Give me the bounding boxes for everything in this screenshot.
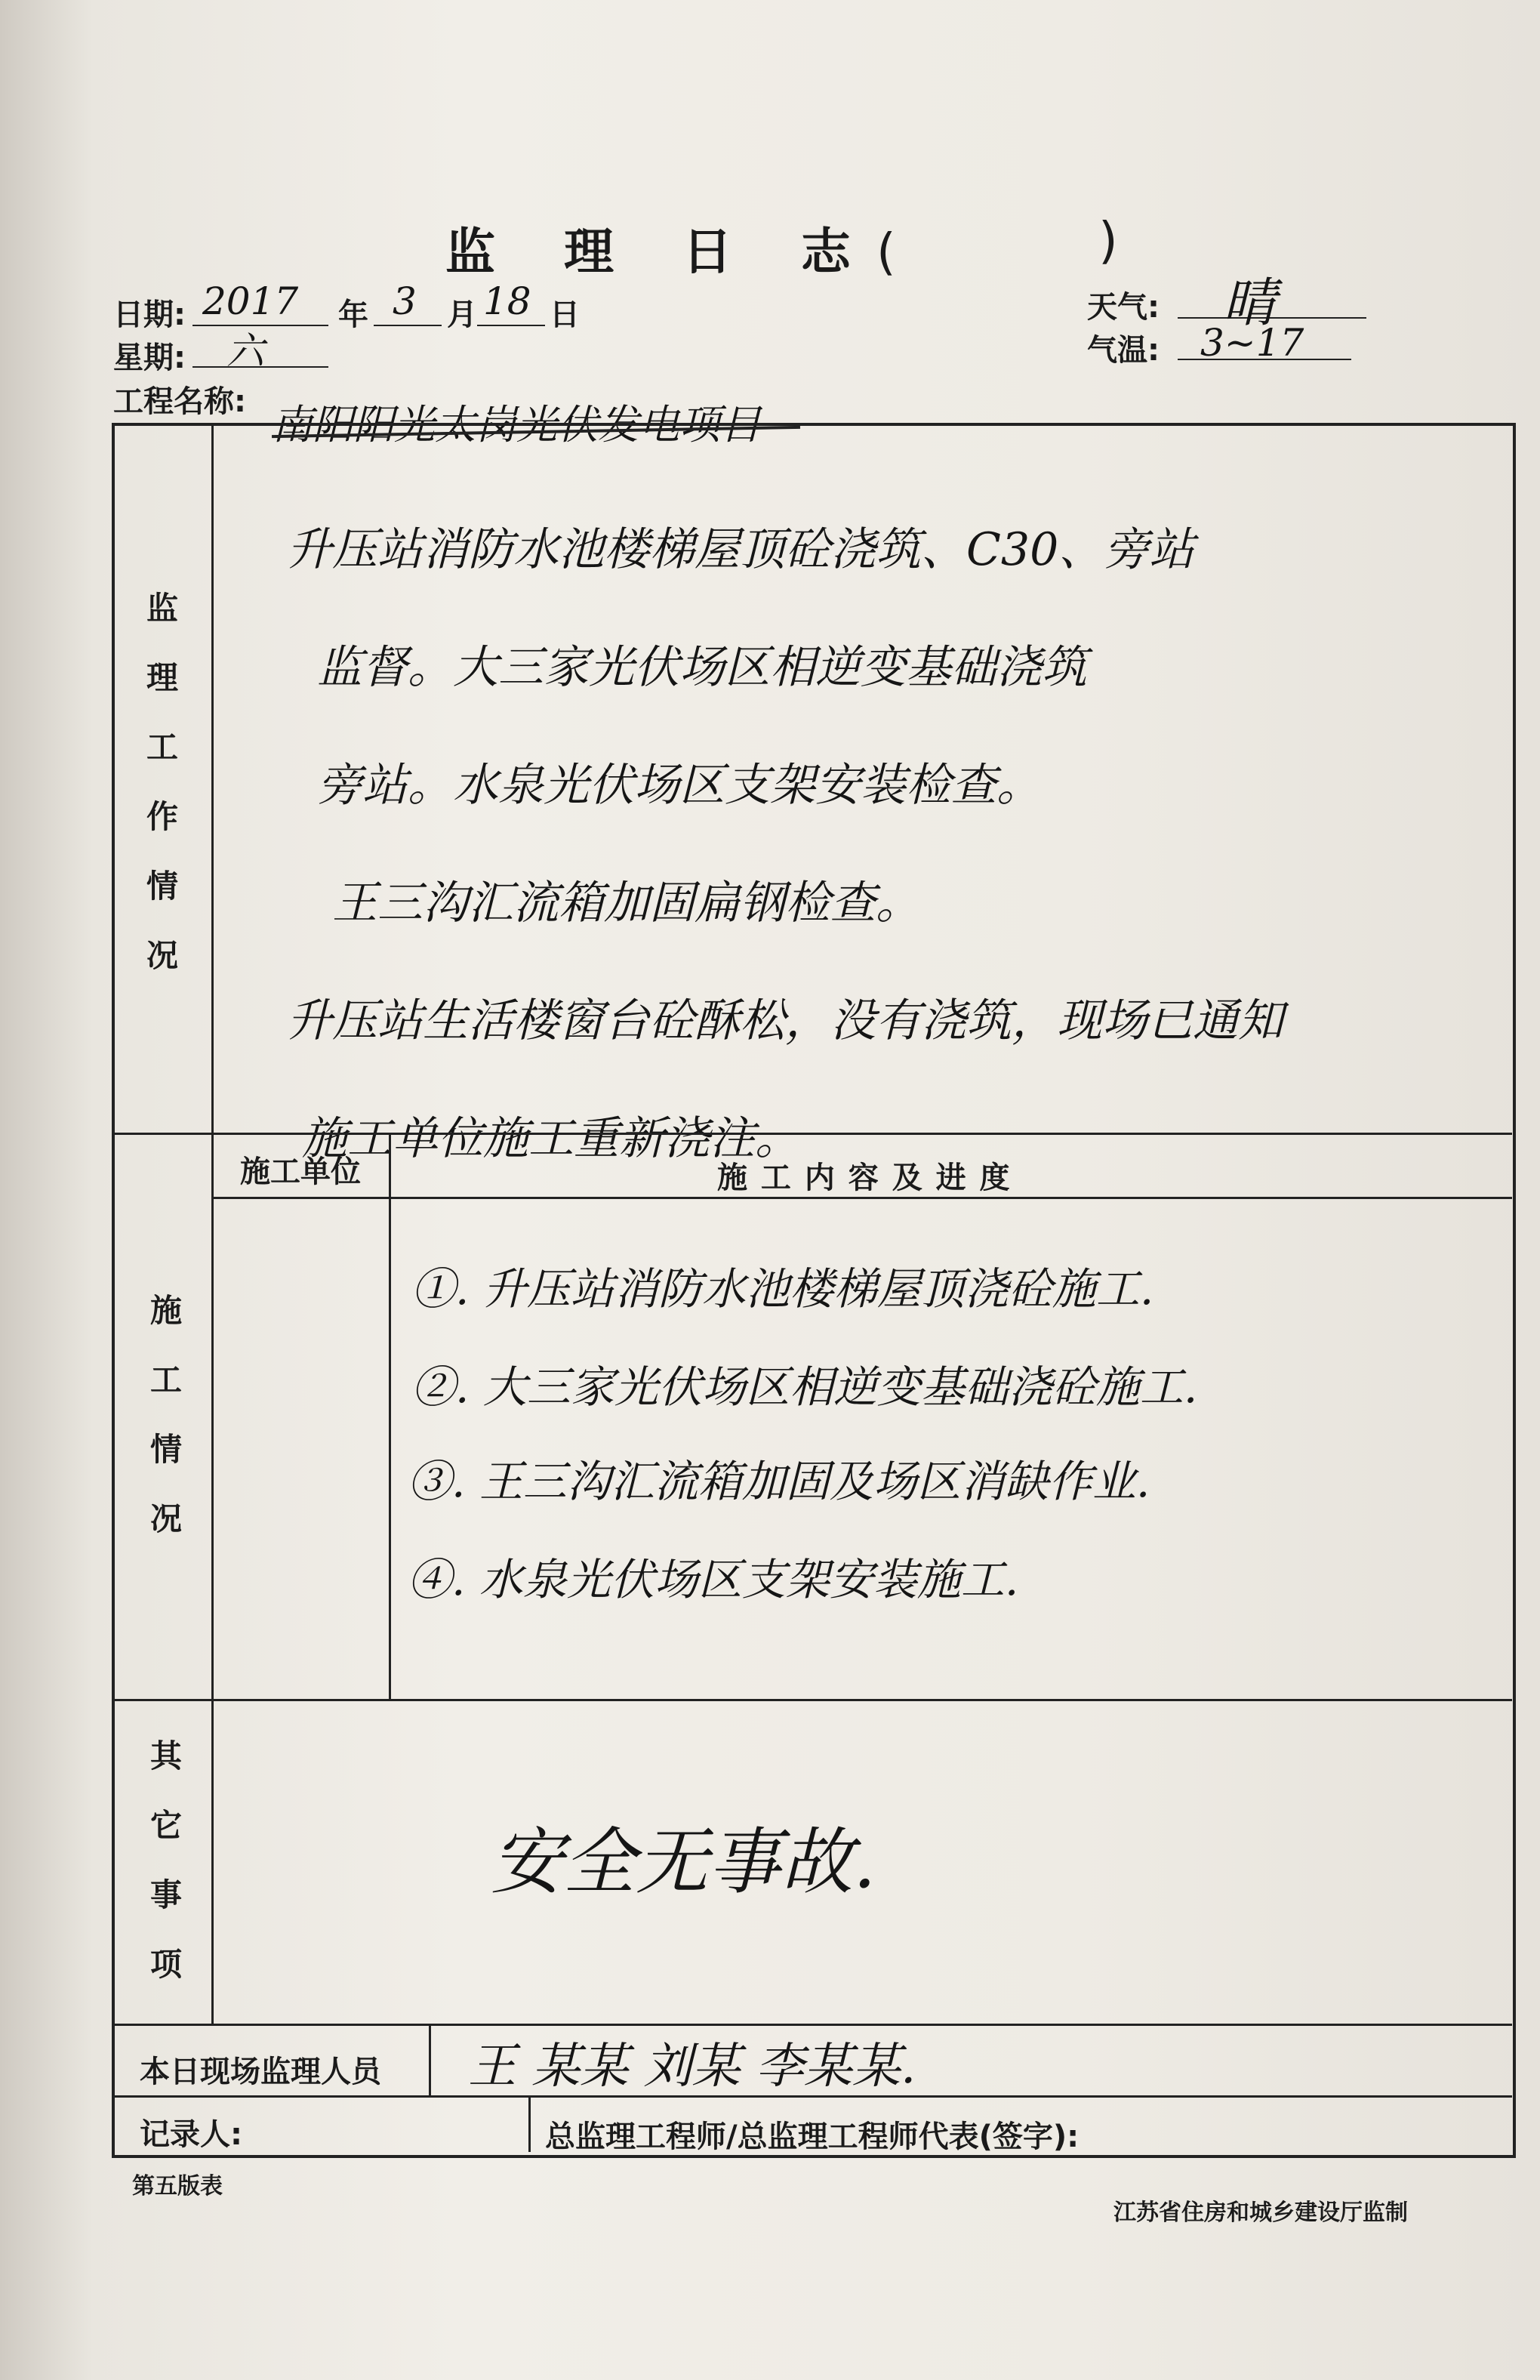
form-version-note: 第五版表 (132, 2173, 223, 2200)
project-name-label: 工程名称: (113, 384, 246, 419)
month-value: 3 (393, 279, 417, 323)
other-label-text: 其它事项 (149, 1737, 182, 1983)
section-divider-1 (112, 1133, 1512, 1135)
work-description (287, 491, 1457, 1198)
staff-names: 王 某某 刘某 李某某. (468, 2039, 916, 2095)
day-underline (477, 325, 545, 326)
construction-section-label (143, 1276, 189, 1554)
weekday-label: 星期: (113, 341, 186, 375)
label-column-divider (211, 423, 214, 2024)
work-line: 旁站。水泉光伏场区支架安装检查。 (317, 759, 1042, 812)
title-paren-close: ) (1098, 211, 1118, 270)
construction-unit-header: 施工单位 (240, 1155, 361, 1189)
other-matters-text: 安全无事故. (491, 1820, 876, 1904)
page-title (445, 211, 896, 283)
temperature-label: 气温: (1087, 333, 1160, 368)
work-line: 升压站消防水池楼梯屋顶砼浇筑、C30、旁站 (287, 523, 1195, 576)
weekday-value: 六 (226, 329, 264, 373)
section-divider-2 (112, 1699, 1512, 1701)
work-line: 施工单位施工重新浇注。 (302, 1112, 800, 1165)
month-unit: 月 (447, 298, 477, 332)
temperature-value: 3~17 (1200, 321, 1304, 365)
section-divider-3 (112, 2024, 1512, 2026)
work-line: 升压站生活楼窗台砼酥松，没有浇筑，现场已通知 (287, 994, 1283, 1047)
construction-item: ①. 升压站消防水池楼梯屋顶浇砼施工. (411, 1263, 1154, 1315)
recorder-label: 记录人: (140, 2117, 242, 2152)
construction-unit-divider (389, 1133, 391, 1699)
work-section-label (140, 574, 185, 989)
construction-label-text: 施工情况 (149, 1292, 182, 1537)
construction-header-divider (211, 1197, 1512, 1199)
construction-content-header: 施 工 内 容 及 进 度 (717, 1161, 1012, 1195)
issuer-note: 江苏省住房和城乡建设厅监制 (1113, 2200, 1408, 2226)
work-label-text: 监理工作情况 (146, 590, 178, 974)
weather-label: 天气: (1087, 290, 1160, 325)
project-name-value: 南阳阳光太岗光伏发电项目 (272, 401, 761, 449)
work-line: 王三沟汇流箱加固扁钢检查。 (332, 877, 921, 929)
construction-item: ②. 大三家光伏场区相逆变基础浇砼施工. (411, 1361, 1198, 1413)
work-line: 监督。大三家光伏场区相逆变基础浇筑 (317, 641, 1087, 694)
footer-divider (112, 2095, 1512, 2098)
date-label: 日期: (113, 298, 186, 332)
title-text: 监 理 日 志 (445, 223, 876, 281)
other-section-label (143, 1722, 189, 1999)
day-value: 18 (483, 279, 531, 323)
staff-label: 本日现场监理人员 (140, 2055, 381, 2089)
construction-item: ③. 王三沟汇流箱加固及场区消缺作业. (408, 1456, 1150, 1507)
weather-value: 晴 (1223, 272, 1276, 334)
construction-item: ④. 水泉光伏场区支架安装施工. (408, 1554, 1019, 1605)
staff-divider (429, 2024, 431, 2095)
recorder-divider (528, 2095, 531, 2152)
chief-engineer-label: 总监理工程师/总监理工程师代表(签字): (545, 2119, 1080, 2154)
title-paren-open: ( (876, 223, 896, 281)
day-unit: 日 (550, 298, 580, 332)
year-value: 2017 (202, 279, 299, 323)
month-underline (374, 325, 442, 326)
year-unit: 年 (338, 298, 368, 332)
